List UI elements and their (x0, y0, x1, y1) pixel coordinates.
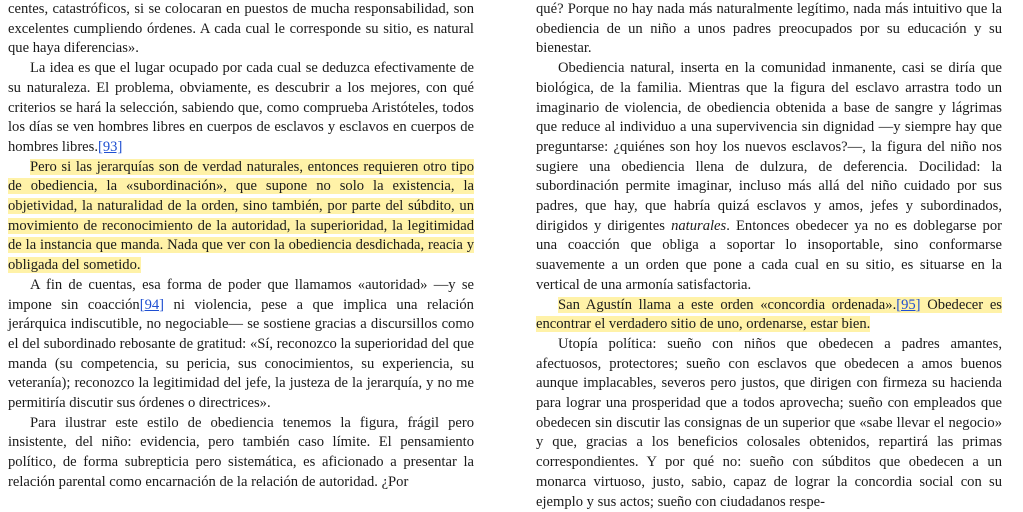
highlight-text[interactable]: San Agustín llama a este orden «concordia ordenada». (558, 296, 897, 313)
footnote-link-93[interactable]: [93] (97, 138, 123, 155)
emphasis-text: naturales (671, 217, 727, 234)
paragraph (536, 59, 1002, 295)
paragraph-text: A fin de cuentas, esa forma de poder que llamamos «autoridad» —y se impone sin coacción (8, 276, 474, 313)
paragraph-text: La idea es que el lugar ocupado por cada cual se deduzca efectivamente de su naturaleza. El problema, obviamente, es descubrir a los mejores, con qué criterios se hará la selección, sabiendo que, como comprueba Aristóteles, todos los días se ven hombres libres en cuerpos de esclavos y esclavos en cuerpos de hombres libres. (8, 60, 474, 155)
paragraph: qué? Porque no hay nada más naturalmente legítimo, nada más intuitivo que la obediencia de un niño a unos padres preocupados por su educación y su bienestar. (536, 1, 1002, 57)
paragraph (8, 276, 474, 414)
highlight-text[interactable]: Obedecer es encontrar el verdadero sitio de uno, ordenarse, estar bien. (536, 296, 1002, 333)
paragraph: centes, catastróficos, si se colocaran en puestos de mucha responsabilidad, son excelentes cumpliendo órdenes. A cada cual le corresponde su sitio, es natural que haya diferencias». (8, 1, 474, 57)
paragraph-text: . Entonces obedecer ya no es doblegarse por una coacción que obliga a soportar lo insoportable, sino conformarse suavemente a un orden que pone a cada cual en su sitio, es situarse en la vertical de una armonía satisfactoria. (536, 217, 1002, 293)
left-page (8, 0, 474, 493)
paragraph-text: ni violencia, pese a que implica una relación jerárquica indiscutible, no negociable— se sostiene gracias a discursillos como el del subordinado rebosante de gratitud: «Sí, reconozco la superioridad del que manda (su competencia, su pericia, sus conocimientos, su experiencia, su veteranía); reconozco la legitimidad del jefe, la justeza de la jerarquía, y no me permitiría discutir sus órdenes o directrices». (8, 296, 474, 412)
footnote-link-94[interactable]: [94] (139, 296, 165, 313)
paragraph-text: Obediencia natural, inserta en la comunidad inmanente, casi se diría que biológica, de la familia. Mientras que la figura del esclavo arrastra todo un imaginario de violencia, de obediencia obtenida a base de sangre y lágrimas que reduce al individuo a una supervivencia sin dignidad —y siempre hay que preguntarse: ¿quiénes son hoy los nuevos esclavos?—, la figura del niño nos sugiere una obediencia llena de dulzura, de deferencia. Docilidad: la subordinación permite imaginar, incluso más allá del niño cuidado por sus padres, que hay, que habría quizá esclavos y amos, jefes y subordinados, dirigidos y dirigentes (536, 60, 1002, 234)
paragraph: Utopía política: sueño con niños que obedecen a padres amantes, afectuosos, protectores; sueño con esclavos que obedecen a amos buenos aunque implacables, severos pero justos, que dirigen con firmeza su hacienda para lograr una prosperidad que a todos aprovecha; sueño con empleados que obedecen sin discutir las consignas de un superior que «sabe llevar el negocio» y que, gracias a los beneficios colosales obtenidos, repartirá las primas correspondientes. Y por qué no: sueño con súbditos que obedecen a un monarca virtuoso, justo, sabio, capaz de lograr la concordia social con su ejemplo y sus actos; sueño con ciudadanos respe- (536, 335, 1002, 510)
highlighted-paragraph[interactable] (536, 296, 1002, 335)
paragraph (8, 59, 474, 158)
right-page (536, 0, 1002, 512)
footnote-link-95[interactable]: [95] (896, 296, 921, 313)
highlighted-paragraph[interactable] (8, 158, 474, 276)
paragraph: Para ilustrar este estilo de obediencia tenemos la figura, frágil pero insistente, del niño: evidencia, pero también caso límite. El pensamiento político, de forma subrepticia pero sistemática, es aficionado a presentar la relación parental como encarnación de la relación de autoridad. ¿Por (8, 414, 474, 490)
highlight-text[interactable]: Pero si las jerarquías son de verdad naturales, entonces requieren otro tipo de obediencia, la «subordinación», que supone no solo la existencia, la objetividad, la naturalidad de la orden, sino también, por parte del súbdito, un movimiento de reconocimiento de la autoridad, la superioridad, la legitimidad de la instancia que manda. Nada que ver con la obediencia desdichada, reacia y obligada del sometido. (8, 158, 474, 274)
